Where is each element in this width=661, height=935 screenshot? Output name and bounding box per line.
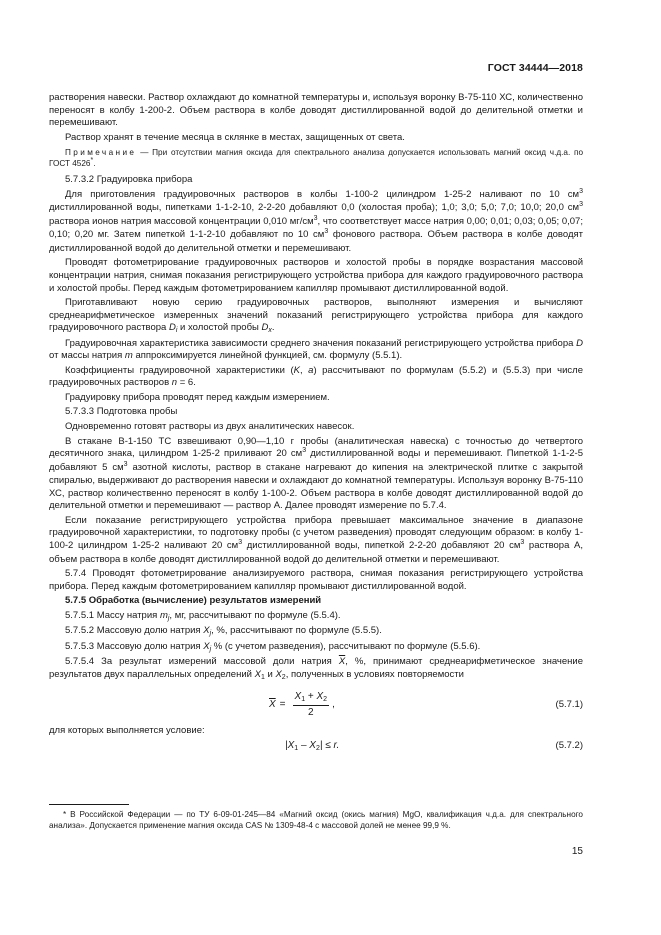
note: Примечание — При отсутствии магния оксида для спектрального анализа допускается использовать магний оксид ч.д.а. по ГОСТ 4526*.	[49, 148, 584, 169]
paragraph: 5.7.5.3 Массовую долю натрия $X_j$ % (с учетом разведения), рассчитывают по формуле (5.5.6).	[65, 640, 481, 653]
paragraph: для которых выполняется условие:	[49, 725, 205, 737]
formula-fraction: $\frac{X_1 + X_2}{2}$	[294, 690, 328, 719]
note-label: Примечание	[65, 148, 137, 158]
paragraph: 5.7.5.1 Массу натрия $m_j$, мг, рассчитывают по формуле (5.5.4).	[65, 609, 341, 622]
page-number: 15	[571, 846, 583, 857]
section-heading: 5.7.3.2 Градуировка прибора	[65, 174, 193, 186]
section-heading: 5.7.5 Обработка (вычисление) результатов измерений	[65, 595, 322, 607]
paragraph: В стакане В-1-150 ТС взвешивают 0,90—1,10 г пробы (аналитическая навеска) с точностью до четвертого десятичного знака, цилиндром 1-25-2 приливают 20 $см^3$ дистиллированной воды и перемешивают. Пипеткой 1-1-2-5 добавляют 5 $см^3$ азотной кислоты, раствор в стакане нагревают до кипения на электрической плитке с закрытой спиралью, выдерживают до растворения навески и охлаждают до комнатной температуры. Используя воронку В-75-110 ХС, раствор количественно переносят в колбу 1-100-2. Объем раствора в колбе доводят дистиллированной водой до делительной отметки и перемешивают — раствор А. Далее проводят измерение по 5.7.4.	[49, 435, 583, 512]
paragraph: растворения навески. Раствор охлаждают до комнатной температуры и, используя воронку В-75-110 ХС, количественно переносят в колбу 1-200-2. Объем раствора в колбе доводят дистиллированной водой до делительной отметки и перемешивают.	[49, 92, 583, 129]
formula-number: (5.7.1)	[555, 699, 583, 711]
document-header: ГОСТ 34444—2018	[487, 62, 583, 74]
section-heading: 5.7.3.3 Подготовка пробы	[65, 406, 178, 418]
paragraph: Для приготовления градуировочных растворов в колбы 1-100-2 цилиндром 1-25-2 наливают по 10 $см^3$ дистиллированной воды, пипетками 1-1-2-10, 2-2-20 добавляют 0,0 (холостая проба); 1,0; 3,0; 5,0; 7,0; 10,0; 20,0 $см^3$ раствора ионов натрия массовой концентрации 0,010 $мг/см^3$, что соответствует массе натрия 0,00; 0,01; 0,03; 0,05; 0,07; 0,10; 0,20 мг. Затем пипеткой 1-1-2-10 добавляют по 10 $см^3$ фонового раствора. Объем раствора в колбе доводят дистиллированной водой до делительной отметки и перемешивают.	[49, 187, 583, 254]
paragraph: Проводят фотометрирование градуировочных растворов и холостой пробы в порядке возрастания массовой концентрации натрия, снимая показания регистрирующего устройства прибора для каждого градуировочного раствора и холостой пробы. Перед каждым фотометрированием капилляр промывают дистиллированной водой.	[49, 257, 583, 294]
formula-expression: $|X_1 - X_2| \le r$.	[285, 739, 340, 752]
formula-number: (5.7.2)	[555, 739, 583, 751]
formula-expression: $\overline{X}$ = $\frac{X_1 + X_2}{2}$ ,	[269, 690, 335, 719]
footnote-divider	[49, 804, 129, 805]
document-body	[49, 92, 583, 756]
paragraph: 5.7.5.4 За результат измерений массовой доли натрия $\overline{X}$, %, принимают среднеарифметическое значение результатов двух параллельных определений $X_1$ и $X_2$, полученных в условиях повторяемости	[49, 656, 583, 681]
paragraph: Раствор хранят в течение месяца в склянке в местах, защищенных от света.	[65, 131, 405, 143]
footnote: * В Российской Федерации — по ТУ 6-09-01-245—84 «Магний оксид (окись магния) MgO, квалификация ч.д.а. для спектрального анализа». Допускается применение магния оксида CAS № 1309-48-4 с массовой долей не менее 99,9 %.	[49, 810, 583, 830]
paragraph: Приготавливают новую серию градуировочных растворов, выполняют измерения и вычисляют среднеарифметическое измеренных значений показаний регистрирующего устройства прибора для каждого градуировочного раствора $D_i$ и холостой пробы $D_x$.	[49, 297, 583, 335]
formula-5-7-2	[49, 740, 583, 756]
paragraph: Коэффициенты градуировочной характеристики (K, a) рассчитывают по формулам (5.5.2) и (5.5.3) при числе градуировочных растворов n = 6.	[49, 364, 583, 389]
paragraph: Одновременно готовят растворы из двух аналитических навесок.	[65, 421, 355, 433]
paragraph: 5.7.5.2 Массовую долю натрия $X_j$, %, рассчитывают по формуле (5.5.5).	[65, 625, 382, 638]
note-text: — При отсутствии магния оксида для спектрального анализа допускается использовать магний оксид ч.д.а. по ГОСТ 4526	[49, 148, 584, 169]
paragraph: Если показание регистрирующего устройства прибора превышает максимальное значение в диапазоне градуировочной характеристики, то подготовку пробы (с учетом разведения) проводят следующим образом: в колбу 1-100-2 цилиндром 1-25-2 наливают 20 $см^3$ дистиллированной воды, пипеткой 2-2-20 добавляют 20 $см^3$ раствора А, объем раствора в колбе доводят дистиллированной водой до делительной отметки и перемешивают.	[49, 514, 583, 565]
paragraph: Градуировочная характеристика зависимости среднего значения показаний регистрирующего устройства прибора D от массы натрия m аппроксимируется линейной функцией, см. формулу (5.5.1).	[49, 337, 583, 362]
paragraph: 5.7.4 Проводят фотометрирование анализируемого раствора, снимая показания регистрирующего устройства прибора. Перед каждым фотометрированием капилляр промывают дистиллированной водой.	[49, 568, 583, 592]
paragraph: Градуировку прибора проводят перед каждым измерением.	[65, 391, 330, 403]
formula-5-7-1	[49, 688, 583, 722]
